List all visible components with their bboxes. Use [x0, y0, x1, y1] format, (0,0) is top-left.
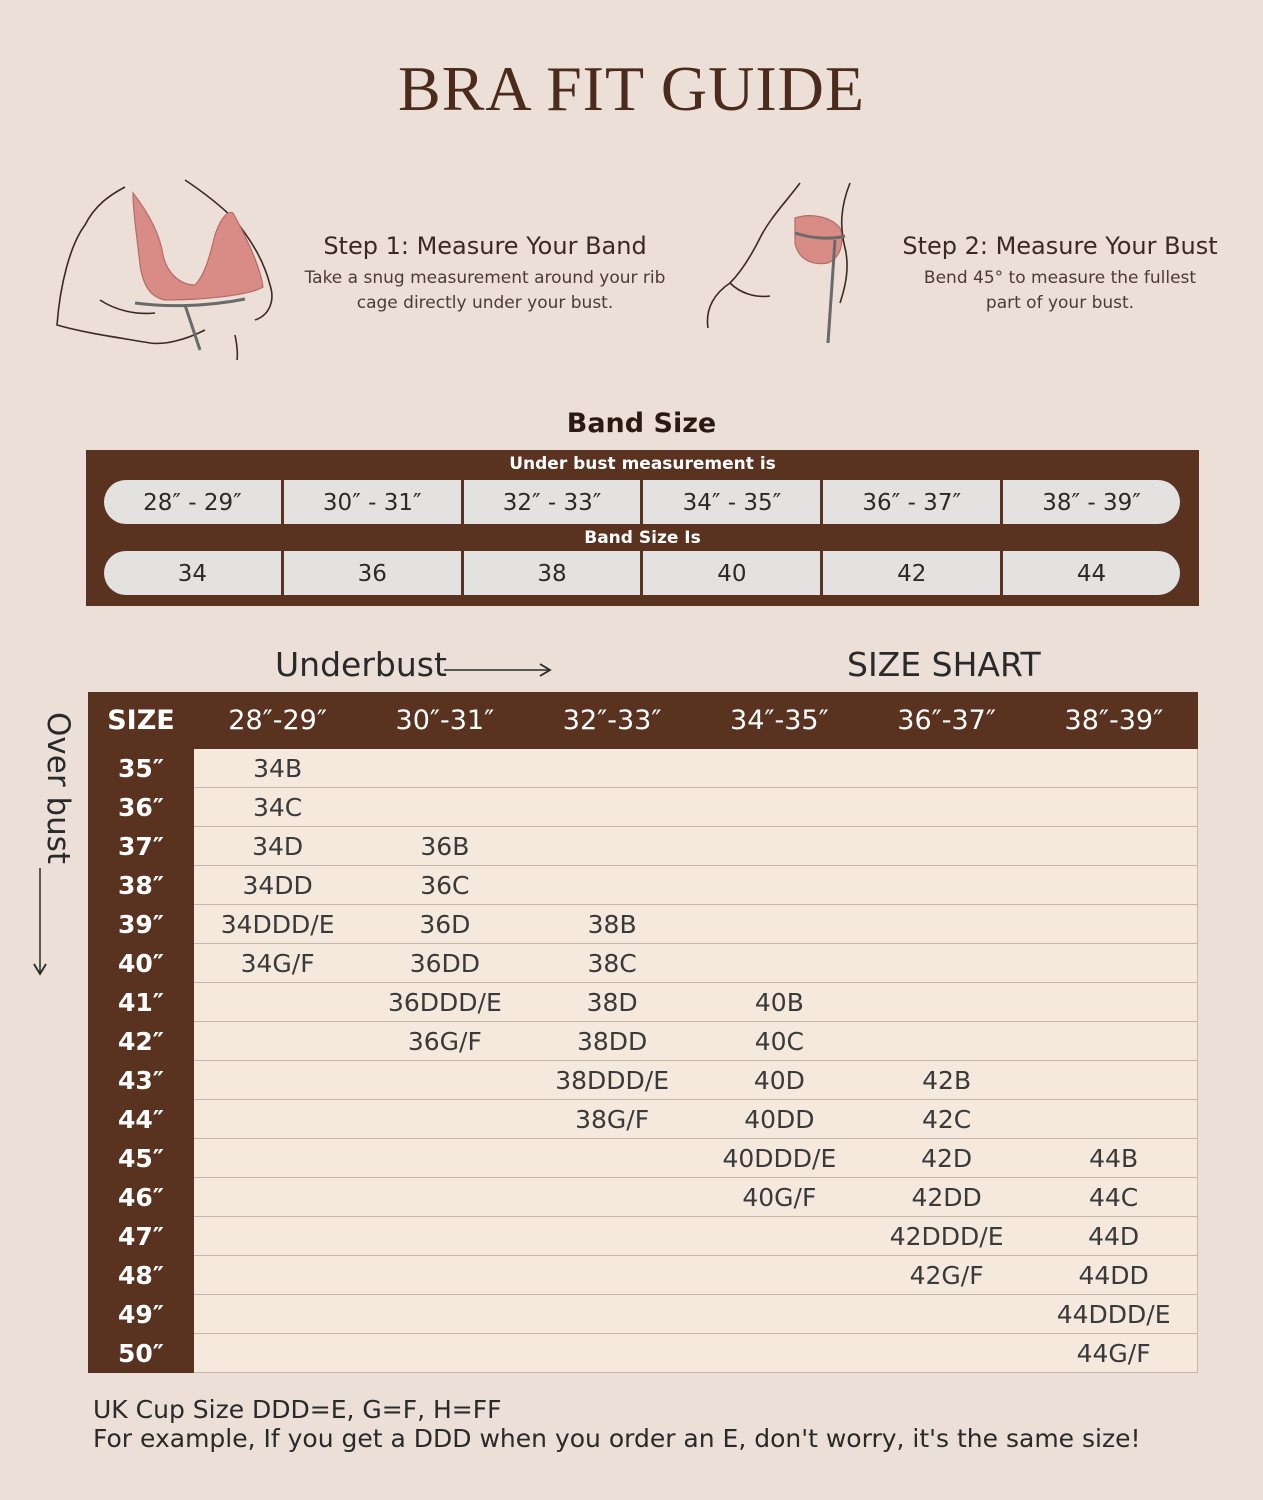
column-header: 36″-37″	[863, 692, 1030, 749]
size-cell: 42DDD/E	[863, 1217, 1030, 1256]
under-bust-caption: Under bust measurement is	[509, 454, 776, 474]
size-cell: 40D	[696, 1061, 863, 1100]
size-cell	[1030, 1100, 1197, 1139]
size-cell	[1030, 788, 1197, 827]
size-cell	[696, 866, 863, 905]
band-size-value: 34	[104, 551, 284, 595]
size-cell	[529, 749, 696, 788]
size-cell	[696, 944, 863, 983]
size-cell	[529, 1295, 696, 1334]
size-cell	[361, 1178, 528, 1217]
table-row	[88, 1022, 1198, 1061]
size-cell	[529, 788, 696, 827]
page-title: BRA FIT GUIDE	[398, 53, 865, 124]
size-cell: 44G/F	[1030, 1334, 1197, 1373]
size-cell	[529, 1217, 696, 1256]
size-cell	[529, 1139, 696, 1178]
size-cell: 34G/F	[194, 944, 361, 983]
band-size-value: 38	[464, 551, 644, 595]
size-cell	[1030, 866, 1197, 905]
size-cell: 44B	[1030, 1139, 1197, 1178]
footnote	[93, 1395, 1141, 1453]
size-cell: 44DD	[1030, 1256, 1197, 1295]
table-row	[88, 1061, 1198, 1100]
size-cell	[1030, 1061, 1197, 1100]
size-chart-heading: SIZE SHART	[847, 645, 1041, 684]
size-cell: 38DDD/E	[529, 1061, 696, 1100]
size-cell: 42C	[863, 1100, 1030, 1139]
step-1-text-line2: cage directly under your bust.	[356, 293, 614, 313]
table-row	[88, 788, 1198, 827]
table-row	[88, 827, 1198, 866]
size-cell: 40B	[696, 983, 863, 1022]
size-cell	[361, 1256, 528, 1295]
band-size-panel	[86, 450, 1199, 606]
size-cell	[361, 749, 528, 788]
step-1	[300, 232, 670, 316]
size-cell	[529, 1334, 696, 1373]
right-arrow-icon	[444, 662, 554, 678]
size-cell	[863, 1334, 1030, 1373]
size-cell	[361, 1295, 528, 1334]
step-2-text-line2: part of your bust.	[985, 293, 1135, 313]
step-1-text-line1: Take a snug measurement around your rib	[304, 268, 666, 288]
step-2	[895, 232, 1225, 316]
band-size-row	[104, 551, 1180, 595]
size-cell	[863, 1022, 1030, 1061]
size-cell: 36DDD/E	[361, 983, 528, 1022]
size-cell: 36DD	[361, 944, 528, 983]
under-bust-value: 32″ - 33″	[464, 480, 644, 524]
under-bust-value: 28″ - 29″	[104, 480, 284, 524]
size-cell: 38DD	[529, 1022, 696, 1061]
table-row	[88, 1295, 1198, 1334]
size-cell: 34DD	[194, 866, 361, 905]
overbust-axis-label: Over bust	[40, 712, 76, 865]
overbust-row-label: 39″	[88, 905, 194, 944]
overbust-row-label: 48″	[88, 1256, 194, 1295]
table-row	[88, 905, 1198, 944]
table-row	[88, 866, 1198, 905]
footnote-line2: For example, If you get a DDD when you order an E, don't worry, it's the same size!	[93, 1424, 1141, 1453]
size-cell	[696, 788, 863, 827]
size-cell	[194, 1100, 361, 1139]
size-cell	[863, 866, 1030, 905]
size-cell: 42DD	[863, 1178, 1030, 1217]
table-row	[88, 749, 1198, 788]
size-cell	[194, 1217, 361, 1256]
size-cell: 34D	[194, 827, 361, 866]
overbust-row-label: 38″	[88, 866, 194, 905]
measure-bust-illustration	[700, 178, 860, 353]
column-header: 30″-31″	[361, 692, 528, 749]
size-cell	[1030, 749, 1197, 788]
underbust-axis-label: Underbust	[275, 645, 447, 684]
column-header: 38″-39″	[1030, 692, 1197, 749]
size-cell	[529, 1178, 696, 1217]
size-cell	[696, 905, 863, 944]
under-bust-value: 30″ - 31″	[284, 480, 464, 524]
under-bust-value: 38″ - 39″	[1042, 490, 1141, 516]
size-cell	[361, 1061, 528, 1100]
size-cell	[194, 1256, 361, 1295]
under-bust-value: 34″ - 35″	[643, 480, 823, 524]
size-cell: 38B	[529, 905, 696, 944]
size-cell: 42B	[863, 1061, 1030, 1100]
size-cell: 34B	[194, 749, 361, 788]
overbust-row-label: 37″	[88, 827, 194, 866]
table-row	[88, 1139, 1198, 1178]
overbust-row-label: 47″	[88, 1217, 194, 1256]
size-cell	[863, 749, 1030, 788]
table-row	[88, 944, 1198, 983]
size-cell: 38C	[529, 944, 696, 983]
band-size-caption: Band Size Is	[584, 528, 701, 548]
size-cell	[361, 1334, 528, 1373]
size-cell: 40DDD/E	[696, 1139, 863, 1178]
size-cell: 40C	[696, 1022, 863, 1061]
size-cell	[1030, 905, 1197, 944]
overbust-row-label: 40″	[88, 944, 194, 983]
size-cell	[194, 1139, 361, 1178]
size-cell	[194, 1178, 361, 1217]
size-cell: 44DDD/E	[1030, 1295, 1197, 1334]
overbust-row-label: 35″	[88, 749, 194, 788]
column-header: 28″-29″	[194, 692, 361, 749]
size-cell	[696, 827, 863, 866]
size-cell	[194, 1334, 361, 1373]
band-size-value: 42	[823, 551, 1003, 595]
size-cell	[863, 827, 1030, 866]
step-2-text-line1: Bend 45° to measure the fullest	[923, 268, 1197, 288]
column-header: 32″-33″	[529, 692, 696, 749]
size-cell	[863, 944, 1030, 983]
overbust-row-label: 50″	[88, 1334, 194, 1373]
size-cell	[361, 1217, 528, 1256]
size-cell	[529, 866, 696, 905]
overbust-row-label: 46″	[88, 1178, 194, 1217]
overbust-row-label: 44″	[88, 1100, 194, 1139]
overbust-row-label: 43″	[88, 1061, 194, 1100]
size-cell	[1030, 944, 1197, 983]
table-row	[88, 1217, 1198, 1256]
size-cell: 44D	[1030, 1217, 1197, 1256]
size-cell	[863, 983, 1030, 1022]
table-row	[88, 983, 1198, 1022]
size-cell	[696, 1334, 863, 1373]
under-bust-row	[104, 480, 1180, 524]
size-cell: 42D	[863, 1139, 1030, 1178]
overbust-row-label: 41″	[88, 983, 194, 1022]
size-cell: 36G/F	[361, 1022, 528, 1061]
size-cell	[696, 749, 863, 788]
size-cell	[696, 1217, 863, 1256]
size-cell: 40G/F	[696, 1178, 863, 1217]
size-chart-body	[88, 749, 1198, 1373]
size-cell	[194, 1061, 361, 1100]
step-1-heading: Step 1: Measure Your Band	[323, 232, 647, 260]
band-size-value: 40	[643, 551, 823, 595]
size-cell	[194, 1022, 361, 1061]
overbust-row-label: 45″	[88, 1139, 194, 1178]
down-arrow-icon	[32, 868, 48, 978]
overbust-row-label: 42″	[88, 1022, 194, 1061]
band-size-value: 44	[1076, 561, 1107, 587]
size-cell	[696, 1295, 863, 1334]
footnote-line1: UK Cup Size DDD=E, G=F, H=FF	[93, 1395, 502, 1424]
table-row	[88, 1334, 1198, 1373]
size-cell	[194, 983, 361, 1022]
measure-band-illustration	[55, 175, 285, 365]
size-cell: 40DD	[696, 1100, 863, 1139]
size-cell	[1030, 1022, 1197, 1061]
table-row	[88, 1100, 1198, 1139]
under-bust-value: 36″ - 37″	[823, 480, 1003, 524]
table-row	[88, 1256, 1198, 1295]
table-row	[88, 1178, 1198, 1217]
overbust-row-label: 36″	[88, 788, 194, 827]
overbust-row-label: 49″	[88, 1295, 194, 1334]
band-size-value: 36	[284, 551, 464, 595]
size-cell: 34C	[194, 788, 361, 827]
size-chart-table	[88, 692, 1198, 1373]
size-cell	[863, 905, 1030, 944]
size-cell	[1030, 983, 1197, 1022]
size-cell	[863, 788, 1030, 827]
size-cell	[863, 1295, 1030, 1334]
size-cell	[361, 1139, 528, 1178]
size-cell: 36C	[361, 866, 528, 905]
size-column-header: SIZE	[88, 692, 194, 749]
size-cell	[361, 788, 528, 827]
size-cell	[529, 1256, 696, 1295]
size-cell	[1030, 827, 1197, 866]
step-2-heading: Step 2: Measure Your Bust	[902, 232, 1218, 260]
size-cell	[696, 1256, 863, 1295]
band-size-title: Band Size	[566, 408, 717, 439]
size-cell: 38G/F	[529, 1100, 696, 1139]
size-cell: 44C	[1030, 1178, 1197, 1217]
size-cell: 42G/F	[863, 1256, 1030, 1295]
size-cell: 36B	[361, 827, 528, 866]
size-cell	[194, 1295, 361, 1334]
size-cell: 38D	[529, 983, 696, 1022]
size-cell	[529, 827, 696, 866]
size-cell: 34DDD/E	[194, 905, 361, 944]
column-header: 34″-35″	[696, 692, 863, 749]
size-chart-header-row	[88, 692, 1198, 749]
size-cell: 36D	[361, 905, 528, 944]
size-cell	[361, 1100, 528, 1139]
